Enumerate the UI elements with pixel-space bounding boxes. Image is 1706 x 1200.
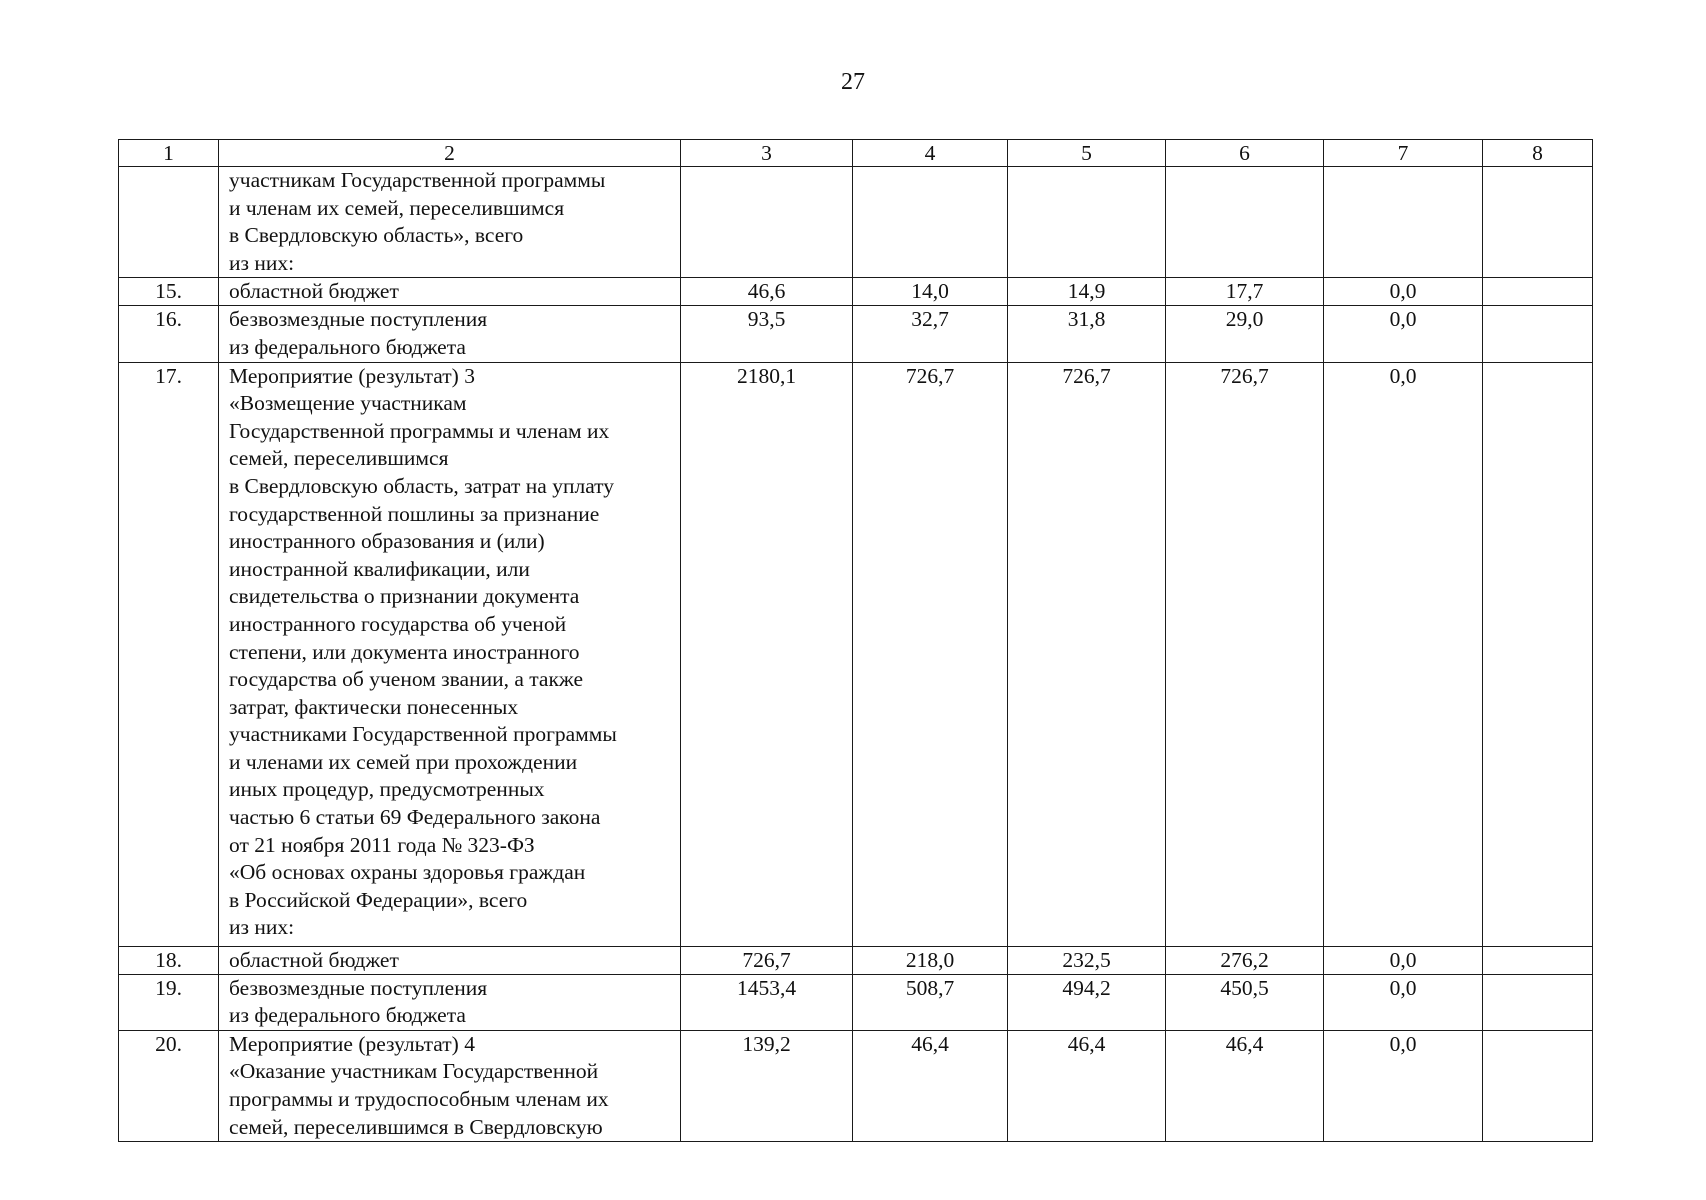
page-number: 27 [841, 69, 865, 95]
column-header: 8 [1483, 140, 1593, 167]
value-cell: 276,2 [1166, 946, 1324, 974]
row-number: 19. [119, 974, 219, 1030]
value-cell: 0,0 [1324, 278, 1483, 306]
value-cell: 726,7 [1008, 362, 1166, 946]
value-cell: 1453,4 [681, 974, 853, 1030]
table-row [119, 1030, 1593, 1141]
value-cell: 46,4 [853, 1030, 1008, 1141]
value-cell [681, 167, 853, 278]
value-cell: 31,8 [1008, 306, 1166, 362]
value-cell [1324, 167, 1483, 278]
value-cell: 508,7 [853, 974, 1008, 1030]
row-description: областной бюджет [219, 278, 681, 306]
value-cell: 2180,1 [681, 362, 853, 946]
row-description: участникам Государственной программы и членам их семей, переселившимся в Свердловскую область», всего из них: [219, 167, 681, 278]
value-cell: 0,0 [1324, 306, 1483, 362]
budget-table [118, 139, 1593, 1142]
value-cell [1008, 167, 1166, 278]
value-cell: 450,5 [1166, 974, 1324, 1030]
row-description: безвозмездные поступления из федерального бюджета [219, 974, 681, 1030]
table-row [119, 946, 1593, 974]
value-cell: 494,2 [1008, 974, 1166, 1030]
row-description: областной бюджет [219, 946, 681, 974]
value-cell: 0,0 [1324, 1030, 1483, 1141]
value-cell: 14,9 [1008, 278, 1166, 306]
value-cell: 726,7 [1166, 362, 1324, 946]
value-cell [1483, 974, 1593, 1030]
table-header-row [119, 140, 1593, 167]
table-row [119, 974, 1593, 1030]
value-cell: 218,0 [853, 946, 1008, 974]
value-cell: 0,0 [1324, 946, 1483, 974]
row-number: 15. [119, 278, 219, 306]
table-row [119, 362, 1593, 946]
value-cell: 232,5 [1008, 946, 1166, 974]
value-cell: 29,0 [1166, 306, 1324, 362]
value-cell [1483, 278, 1593, 306]
value-cell: 14,0 [853, 278, 1008, 306]
value-cell: 726,7 [853, 362, 1008, 946]
row-number: 20. [119, 1030, 219, 1141]
row-number [119, 167, 219, 278]
value-cell: 139,2 [681, 1030, 853, 1141]
column-header: 2 [219, 140, 681, 167]
row-description: Мероприятие (результат) 4 «Оказание участникам Государственной программы и трудоспособным членам их семей, переселившимся в Свердловскую [219, 1030, 681, 1141]
value-cell [1483, 167, 1593, 278]
value-cell: 46,4 [1166, 1030, 1324, 1141]
value-cell: 93,5 [681, 306, 853, 362]
value-cell [1483, 306, 1593, 362]
value-cell [853, 167, 1008, 278]
column-header: 4 [853, 140, 1008, 167]
value-cell: 0,0 [1324, 974, 1483, 1030]
value-cell [1166, 167, 1324, 278]
row-description: безвозмездные поступления из федерального бюджета [219, 306, 681, 362]
column-header: 6 [1166, 140, 1324, 167]
value-cell: 32,7 [853, 306, 1008, 362]
row-number: 18. [119, 946, 219, 974]
column-header: 5 [1008, 140, 1166, 167]
value-cell [1483, 362, 1593, 946]
value-cell: 46,4 [1008, 1030, 1166, 1141]
table-row [119, 278, 1593, 306]
value-cell [1483, 946, 1593, 974]
row-description: Мероприятие (результат) 3 «Возмещение участникам Государственной программы и членам их семей, переселившимся в Свердловскую область, затрат на уплату государственной пошлины за признание иностранного образования и (или) иностранной квалификации, или свидетельства о признании документа иностранного государства об ученой степени, или документа иностранного государства об ученом звании, а также затрат, фактически понесенных участниками Государственной программы и членами их семей при прохождении иных процедур, предусмотренных частью 6 статьи 69 Федерального закона от 21 ноября 2011 года № 323-ФЗ «Об основах охраны здоровья граждан в Российской Федерации», всего из них: [219, 362, 681, 946]
column-header: 1 [119, 140, 219, 167]
value-cell: 726,7 [681, 946, 853, 974]
column-header: 3 [681, 140, 853, 167]
value-cell: 17,7 [1166, 278, 1324, 306]
column-header: 7 [1324, 140, 1483, 167]
table-row [119, 167, 1593, 278]
value-cell [1483, 1030, 1593, 1141]
value-cell: 46,6 [681, 278, 853, 306]
table-row [119, 306, 1593, 362]
row-number: 17. [119, 362, 219, 946]
value-cell: 0,0 [1324, 362, 1483, 946]
row-number: 16. [119, 306, 219, 362]
